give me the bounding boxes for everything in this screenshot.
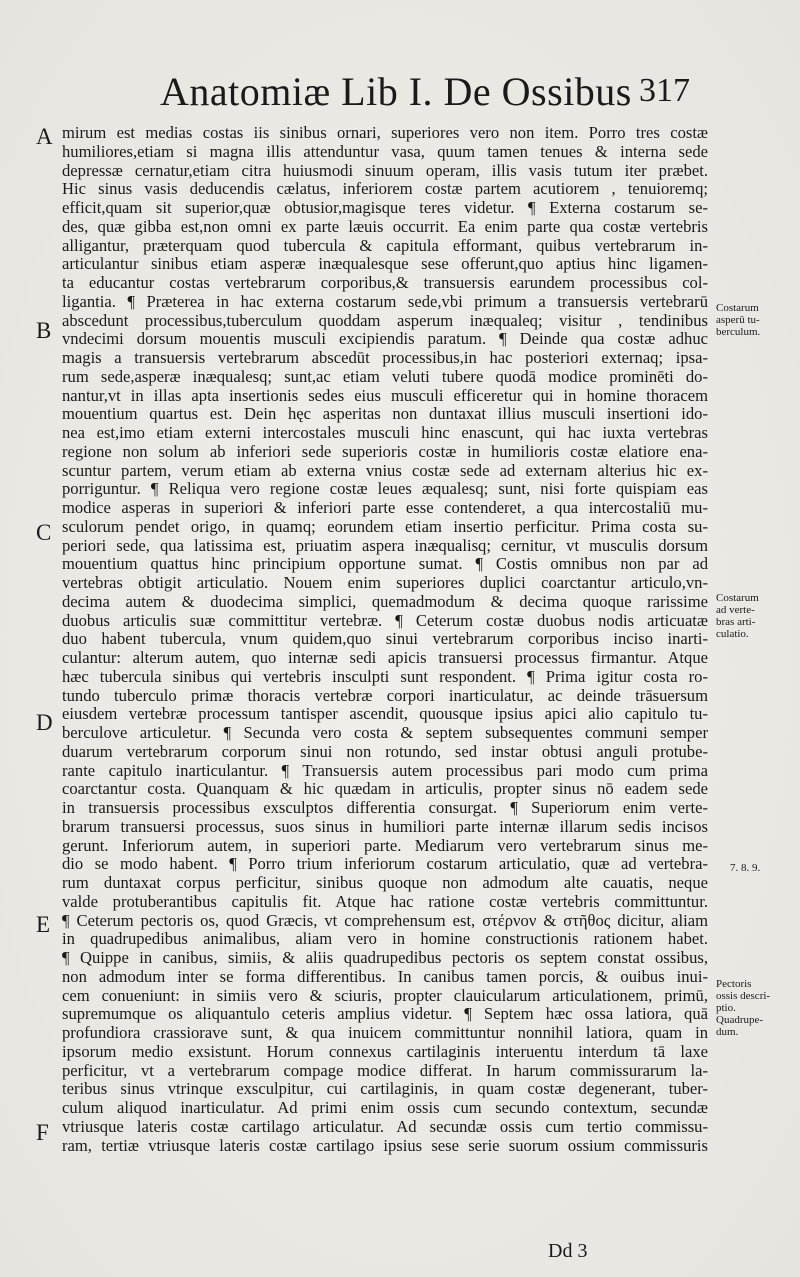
text-line: ligantia. ¶ Præterea in hac externa costarum sede,vbi primum a transuersis vertebrarū (62, 292, 708, 311)
margin-note-line: berculum. (716, 326, 761, 338)
text-line: decima autem & duodecima simplici, quemadmodum & decima quoque rarissime (62, 592, 708, 611)
margin-note-line: Costarum (716, 302, 759, 314)
text-line: Hic sinus vasis deducendis cælatus, inferiorem costæ partem acutiorem , tenuioremq; (62, 180, 708, 199)
text-line: nea est,imo etiam externi intercostales musculi hinc enascunt, qui hac iuxta vertebras (62, 424, 708, 442)
text-line: porriguntur. ¶ Reliqua vero regione costæ leues æqualesq; sunt, nisi forte quispiam eas (62, 480, 708, 499)
text-line: mouentium quartus est. Dein hęc asperitas non duntaxat illius musculi insertioni ido- (62, 405, 708, 424)
text-line: duo habent tubercula, vnum quidem,quo sinui vertebrarum corporibus inciso inarti- (62, 630, 708, 649)
text-line: supremumque os aliquantulo ceteris amplius videtur. ¶ Septem hæc ossa latiora, quā (62, 1005, 708, 1024)
text-line: hæc tubercula sinibus qui vertebris insculpti sunt respondent. ¶ Prima igitur costa ro- (62, 667, 708, 686)
text-line: teribus sinus vtrinque exsculpitur, cui cartilaginis, in quam costæ degenerant, tuber- (62, 1080, 708, 1099)
margin-note-costarum-articulatio (716, 592, 798, 640)
text-line: mirum est medias costas iis sinibus ornari, superiores vero non item. Porro tres costæ (62, 124, 708, 142)
text-line: rante capitulo inarticulantur. ¶ Transuersis autem processibus pari modo cum prima (62, 761, 708, 780)
text-line: vndecimi dorsum mouentis musculi excipiendis paratum. ¶ Deinde qua costæ adhuc (62, 330, 708, 349)
text-line: alligantur, præterquam quod tubercula & capitula efformant, quibus vertebrarum in- (62, 236, 708, 255)
margin-note-line: bras arti- (716, 616, 756, 628)
text-line: perficitur, vt a vertebrarum compage modice differat. In harum commissurarum la- (62, 1061, 708, 1080)
text-line: mouentium quattus hinc principium opportune sumat. ¶ Costis omnibus non par ad (62, 555, 708, 574)
margin-letter-f: F (36, 1120, 49, 1145)
text-line: cem conueniunt: in simiis vero & sciuris, propter clauicularum articulationem, primū, (62, 986, 708, 1005)
text-line: periori sede, qua latissima est, priuatim aspera inæqualisq; cernitur, vt musculis dorsum (62, 536, 708, 555)
page-number: 317 (639, 72, 690, 109)
text-line: ipsorum medio exsistunt. Horum connexus cartilaginis interuentu interdum tā laxe (62, 1042, 708, 1061)
text-line: in quadrupedibus animalibus, aliam vero in homine constructionis rationem habet. (62, 930, 708, 949)
text-line: scuntur partem, verum etiam ab externa vnius costæ sede ad externam alterius hic ex- (62, 461, 708, 480)
running-title: Anatomiæ Lib I. De Ossibus (160, 69, 632, 114)
margin-note-line: Costarum (716, 592, 759, 604)
margin-letter-d: D (36, 710, 53, 735)
text-line: culum aliquod inarticulatur. Ad primi enim ossis cum secundo contextum, secundæ (62, 1099, 708, 1117)
text-line: ram, tertiæ vtriusque lateris costæ cartilago ipsius sese serie suorum ossium commissuris (62, 1136, 708, 1155)
text-line: articulantur sinibus etiam asperæ inæqualesque sese offerunt,quo aptius hinc ligamen- (62, 255, 708, 274)
text-line: tundo tuberculo primæ thoracis vertebræ corpori inarticulatur, ac deinde trāsuersum (62, 686, 708, 705)
text-line: modice asperas in superiori & inferiori parte esse contenderet, a qua intercostaliū mu- (62, 499, 708, 517)
text-line: duarum vertebrarum corporum sinui non rotundo, sed instar obtusi anguli protube- (62, 742, 708, 761)
text-line: magis a transuersis vertebrarum abscedūt processibus,in hac posteriori externaq; ipsa- (62, 349, 708, 367)
text-line: dio se modo habent. ¶ Porro trium inferiorum costarum articulatio, quæ ad vertebra- (62, 855, 708, 874)
text-line: profundiora crassiorave sunt, & qua inuicem committuntur nonnihil latiora, quam in (62, 1024, 708, 1042)
margin-note-line: culatio. (716, 628, 749, 640)
text-line: culantur: alterum autem, quo internæ sedi apicis transuersi processus firmantur. Atque (62, 649, 708, 667)
text-line: vtriusque lateris costæ cartilago articulatur. Ad secundæ ossis cum tertio commissu- (62, 1117, 708, 1136)
margin-note-line: 7. 8. 9. (730, 862, 761, 874)
margin-letter-a: A (36, 124, 53, 149)
margin-note-line: ad verte- (716, 604, 755, 616)
text-line: gerunt. Inferiorum autem, in superiori parte. Mediarum vero vertebrarum sinus me- (62, 836, 708, 855)
text-line: ¶ Quippe in canibus, simiis, & aliis quadrupedibus pectoris os septem constat ossibus, (62, 949, 708, 967)
text-line: ta educantur costas vertebrarum corporibus,& transuersis earundem processibus col- (62, 274, 708, 292)
text-line: in transuersis processibus exsculptos differentia consurgat. ¶ Superiorum enim verte- (62, 799, 708, 817)
margin-letter-b: B (36, 318, 52, 343)
text-line: brarum transuersi processus, suos sinus in humiliori parte internæ illarum sedis incisos (62, 817, 708, 836)
margin-note-line: asperū tu- (716, 314, 760, 326)
text-line: depressæ cernatur,etiam citra huiusmodi sinuum operam, illis vasis tutum iter præbet. (62, 161, 708, 180)
margin-note-numbers (730, 862, 800, 874)
text-line: coarctantur costa. Quanquam & hic quædam in articulis, propter sinus nō eadem sede (62, 780, 708, 799)
margin-note-line: Quadrupe- (716, 1014, 764, 1026)
text-line: des, quæ gibba est,non omni ex parte læuis occurrit. Ea enim parte qua costæ vertebris (62, 217, 708, 236)
text-line: ¶ Ceterum pectoris os, quod Græcis, vt comprehensum est, στέρνον & στῆθος dicitur, aliam (62, 911, 708, 930)
text-line: rum duntaxat corpus perficitur, sinibus quoque non admodum alte cauatis, neque (62, 874, 708, 892)
text-line: valde protuberantibus capitulis fit. Atque hac ratione costæ vertebris committuntur. (62, 892, 708, 911)
text-line: eiusdem vertebræ processum tantisper ascendit, quousque ipsius apici alio capitulo tu- (62, 705, 708, 724)
page-header (160, 68, 690, 124)
margin-note-line: ossis descri- (716, 990, 771, 1002)
body-text (62, 124, 708, 1155)
text-line: efficit,quam sit superior,quæ obtusior,magisque teres videtur. ¶ Externa costarum se- (62, 199, 708, 217)
text-line: duobus articulis suæ committitur vertebræ. ¶ Ceterum costæ duobus nodis articuatæ (62, 611, 708, 630)
text-line: nantur,vt in illas apta insertionis sedes eius musculi efficeretur qui in homine thoracem (62, 386, 708, 405)
signature-mark: Dd 3 (548, 1240, 588, 1262)
margin-note-costarum-tuberculum (716, 302, 798, 338)
text-line: vertebras obtigit articulatio. Nouem enim superiores duplici coarctantur articulo,vn- (62, 574, 708, 592)
text-line: non admodum inter se forma differentibus. In canibus tamen porcis, & ouibus inui- (62, 967, 708, 986)
text-line: sculorum pendet origo, in quamq; eorundem etiam insertio perficitur. Prima costa su- (62, 517, 708, 536)
margin-note-pectoris (716, 978, 798, 1038)
text-line: rum sede,asperæ inæqualesq; sunt,ac etiam veluti tubere quodā modice prominēti do- (62, 367, 708, 386)
text-line: humiliores,etiam si magna illis attenduntur vasa, quum tamen tenues & interna sede (62, 142, 708, 161)
margin-note-line: dum. (716, 1026, 739, 1038)
margin-letter-c: C (36, 520, 52, 545)
text-line: berculove articuletur. ¶ Secunda vero costa & septem subsequentes communi semper (62, 724, 708, 742)
margin-letter-e: E (36, 912, 51, 937)
margin-note-line: Pectoris (716, 978, 752, 990)
text-line: abscedunt processibus,tuberculum quoddam asperum inæqualeq; visitur , tendinibus (62, 311, 708, 330)
text-line: regione non solum ab inferiori sede superioris costæ in humilioris costæ elatiore ena- (62, 442, 708, 461)
margin-note-line: ptio. (716, 1002, 736, 1014)
